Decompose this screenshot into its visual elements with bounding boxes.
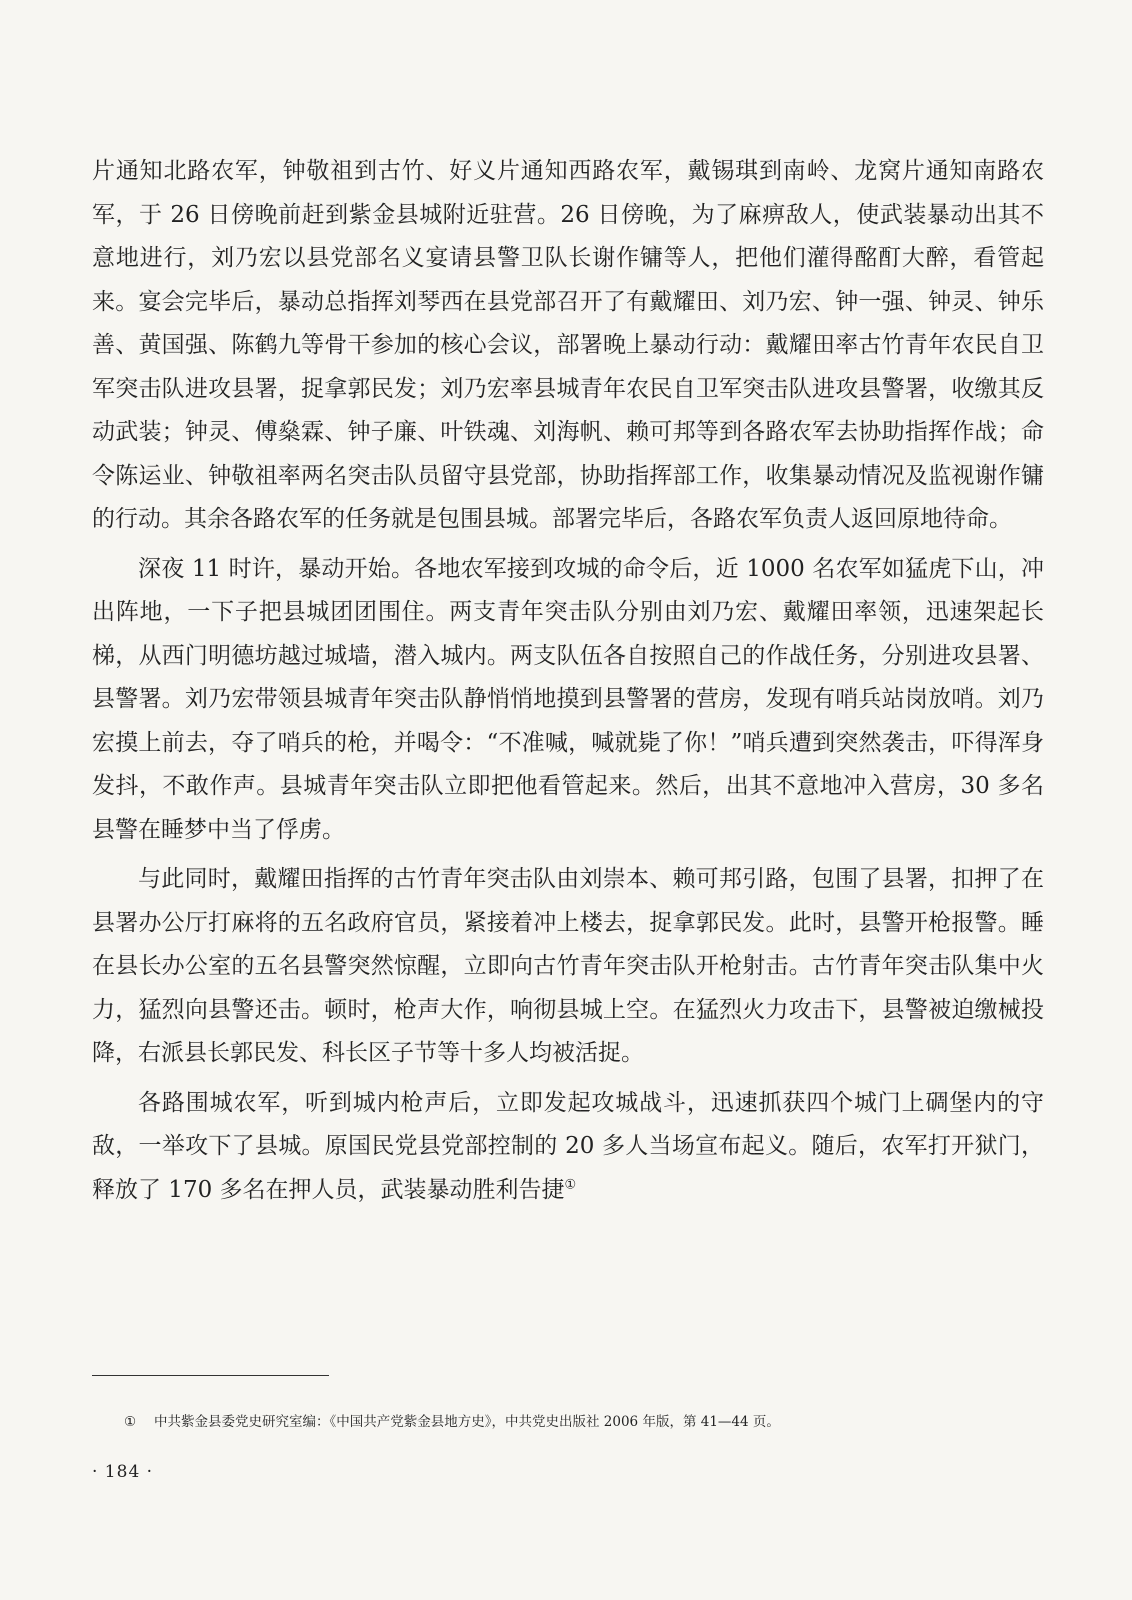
page-number: · 184 · — [92, 1462, 154, 1482]
footnote-reference: ① — [564, 1176, 577, 1192]
footnote-divider — [92, 1375, 329, 1376]
footnote — [124, 1412, 1044, 1432]
paragraph-1: 片通知北路农军，钟敬祖到古竹、好义片通知西路农军，戴锡琪到南岭、龙窝片通知南路农军，于 26 日傍晚前赶到紫金县城附近驻营。26 日傍晚，为了麻痹敌人，使武装暴动出其不意地进行，刘乃宏以县党部名义宴请县警卫队长谢作镛等人，把他们灌得酩酊大醉，看管起来。宴会完毕后，暴动总指挥刘琴西在县党部召开了有戴耀田、刘乃宏、钟一强、钟灵、钟乐善、黄国强、陈鹤九等骨干参加的核心会议，部署晚上暴动行动：戴耀田率古竹青年农民自卫军突击队进攻县署，捉拿郭民发；刘乃宏率县城青年农民自卫军突击队进攻县警署，收缴其反动武装；钟灵、傅燊霖、钟子廉、叶铁魂、刘海帆、赖可邦等到各路农军去协助指挥作战；命令陈运业、钟敬祖率两名突击队员留守县党部，协助指挥部工作，收集暴动情况及监视谢作镛的行动。其余各路农军的任务就是包围县城。部署完毕后，各路农军负责人返回原地待命。 — [92, 158, 1044, 532]
paragraph-4 — [92, 1082, 1044, 1213]
body-text — [92, 150, 1044, 1218]
paragraph-4-text: 各路围城农军，听到城内枪声后，立即发起攻城战斗，迅速抓获四个城门上碉堡内的守敌，一举攻下了县城。原国民党县党部控制的 20 多人当场宣布起义。随后，农军打开狱门，释放了 170 多名在押人员，武装暴动胜利告捷 — [92, 1089, 1044, 1203]
footnote-mark: ① — [124, 1414, 137, 1430]
paragraph-2: 深夜 11 时许，暴动开始。各地农军接到攻城的命令后，近 1000 名农军如猛虎下山，冲出阵地，一下子把县城团团围住。两支青年突击队分别由刘乃宏、戴耀田率领，迅速架起长梯，从西门明德坊越过城墙，潜入城内。两支队伍各自按照自己的作战任务，分别进攻县署、县警署。刘乃宏带领县城青年突击队静悄悄地摸到县警署的营房，发现有哨兵站岗放哨。刘乃宏摸上前去，夺了哨兵的枪，并喝令：“不准喊，喊就毙了你！”哨兵遭到突然袭击，吓得浑身发抖，不敢作声。县城青年突击队立即把他看管起来。然后，出其不意地冲入营房，30 多名县警在睡梦中当了俘虏。 — [92, 555, 1044, 843]
footnote-text: 中共紫金县委党史研究室编：《中国共产党紫金县地方史》，中共党史出版社 2006 年版，第 41—44 页。 — [154, 1414, 780, 1430]
paragraph-3: 与此同时，戴耀田指挥的古竹青年突击队由刘崇本、赖可邦引路，包围了县署，扣押了在县署办公厅打麻将的五名政府官员，紧接着冲上楼去，捉拿郭民发。此时，县警开枪报警。睡在县长办公室的五名县警突然惊醒，立即向古竹青年突击队开枪射击。古竹青年突击队集中火力，猛烈向县警还击。顿时，枪声大作，响彻县城上空。在猛烈火力攻击下，县警被迫缴械投降，右派县长郭民发、科长区子节等十多人均被活捉。 — [92, 866, 1044, 1066]
